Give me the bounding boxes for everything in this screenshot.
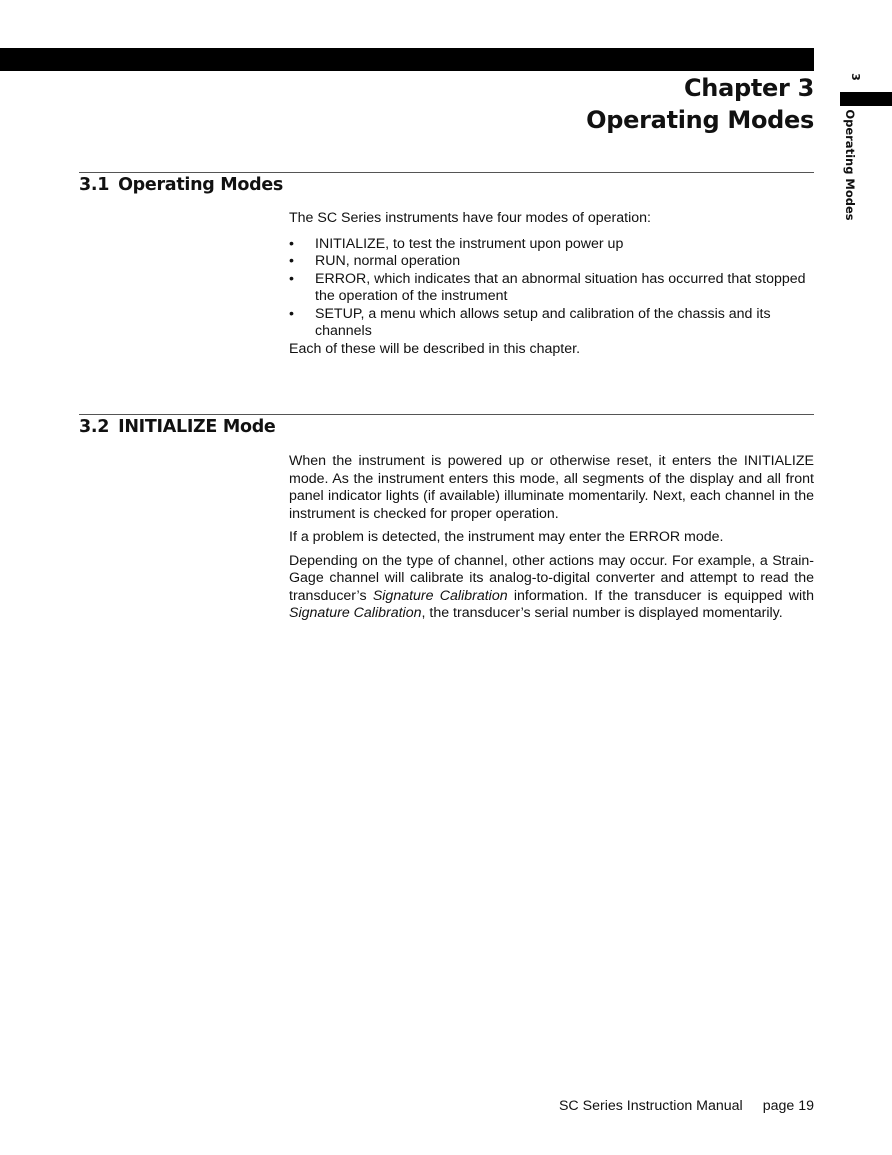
- bullet-icon: •: [289, 270, 294, 287]
- list-item: [289, 271, 814, 306]
- bullet-icon: •: [289, 235, 294, 252]
- section-number: 3.1: [79, 175, 110, 195]
- italic-term: Signature Calibration: [289, 605, 422, 621]
- section-heading: [79, 417, 276, 437]
- section-divider: [79, 414, 814, 415]
- section-title: Operating Modes: [118, 175, 284, 195]
- list-item: [289, 236, 814, 254]
- page-number: page 19: [762, 1098, 814, 1114]
- list-item: [289, 306, 814, 341]
- section-body: [289, 453, 814, 629]
- side-tab-title: Operating Modes: [843, 109, 857, 221]
- chapter-title: Operating Modes: [586, 106, 814, 134]
- chapter-number: Chapter 3: [683, 74, 814, 102]
- section-title: INITIALIZE Mode: [118, 417, 276, 437]
- paragraph: When the instrument is powered up or otherwise reset, it enters the INITIALIZE mode. As the instrument enters this mode, all segments of the display and all front panel indicator lights (if available) illuminate momentarily. Next, each channel in the instrument is checked for proper operation.: [289, 453, 814, 522]
- side-tab-number: 3: [849, 73, 862, 81]
- paragraph: If a problem is detected, the instrument may enter the ERROR mode.: [289, 529, 724, 545]
- bullet-list: [289, 236, 814, 341]
- bullet-icon: •: [289, 305, 294, 322]
- list-item-text: ERROR, which indicates that an abnormal situation has occurred that stopped the operation of the instrument: [315, 270, 806, 304]
- text-run: , the transducer’s serial number is displayed momentarily.: [421, 605, 783, 621]
- section-heading: [79, 175, 283, 195]
- section-number: 3.2: [79, 417, 110, 437]
- manual-title: SC Series Instruction Manual: [558, 1098, 743, 1114]
- page-footer: [559, 1098, 814, 1114]
- list-item-text: INITIALIZE, to test the instrument upon power up: [315, 235, 624, 252]
- paragraph: Each of these will be described in this chapter.: [289, 340, 581, 357]
- bullet-icon: •: [289, 253, 294, 269]
- section-body: [289, 210, 814, 358]
- paragraph: [289, 553, 814, 623]
- list-item-text: SETUP, a menu which allows setup and calibration of the chassis and its channels: [315, 305, 771, 339]
- chapter-heading: [586, 72, 814, 136]
- text-run: information. If the transducer is equipped with: [507, 587, 815, 604]
- paragraph: The SC Series instruments have four modes of operation:: [289, 210, 651, 226]
- list-item-text: RUN, normal operation: [315, 253, 461, 269]
- header-bar: [0, 48, 814, 71]
- section-divider: [79, 172, 814, 173]
- italic-term: Signature Calibration: [372, 587, 508, 604]
- text-run: Depending on the type of channel, other actions may occur. For example, a Strain-Gage channel will calibrate its analog-to-digital converter and attempt to read the transducer’s: [289, 552, 814, 604]
- list-item: [289, 253, 814, 271]
